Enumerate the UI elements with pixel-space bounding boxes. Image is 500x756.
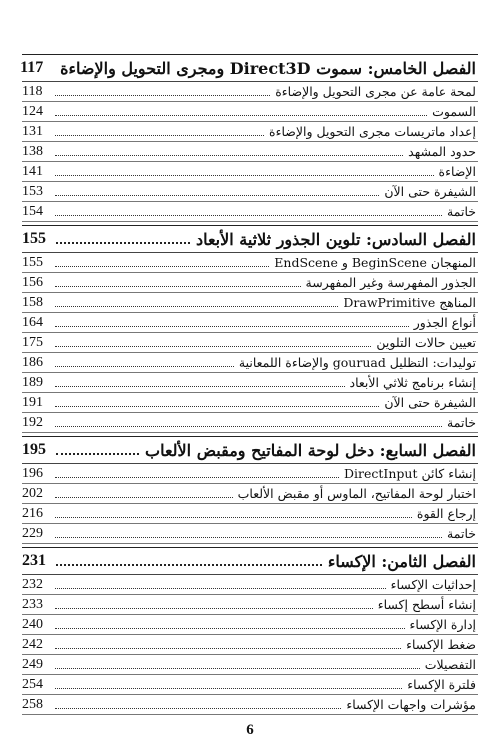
toc-entry	[22, 122, 478, 142]
entry-page-number: 233	[22, 596, 43, 612]
chapter-page-number: 231	[22, 552, 46, 569]
entry-page-number: 131	[22, 123, 43, 139]
chapter-title: الفصل الخامس: سموت Direct3D ومجرى التحويل والإضاءة	[60, 58, 476, 78]
dot-leader	[55, 95, 270, 96]
entry-page-number: 164	[22, 314, 43, 330]
toc-entry	[22, 353, 478, 373]
dot-leader	[55, 366, 234, 367]
dot-leader	[55, 286, 301, 287]
dot-leader	[55, 517, 412, 518]
toc-entry	[22, 102, 478, 122]
dot-leader	[55, 477, 339, 478]
chapter-section	[22, 547, 478, 715]
entry-page-number: 240	[22, 616, 43, 632]
chapter-heading	[22, 436, 478, 464]
entry-page-number: 175	[22, 334, 43, 350]
entry-page-number: 153	[22, 183, 43, 199]
table-of-contents	[22, 54, 478, 715]
dot-leader	[55, 306, 338, 307]
chapter-title: الفصل الثامن: الإكساء	[327, 551, 476, 571]
dot-leader	[55, 155, 403, 156]
dot-leader	[56, 564, 322, 566]
entry-title: السموت	[432, 104, 476, 119]
entry-page-number: 189	[22, 374, 43, 390]
toc-entry	[22, 524, 478, 544]
entry-title: إعداد ماتريسات مجرى التحويل والإضاءة	[269, 124, 476, 139]
chapter-heading	[22, 547, 478, 575]
dot-leader	[55, 628, 405, 629]
chapter-page-number: 195	[22, 441, 46, 458]
dot-leader	[55, 406, 379, 407]
entry-page-number: 229	[22, 525, 43, 541]
entry-title: إرجاع القوة	[416, 506, 476, 521]
toc-entry	[22, 413, 478, 433]
entry-title: إنشاء أسطح إكساء	[377, 597, 476, 612]
entry-title: خاتمة	[447, 204, 476, 219]
entry-page-number: 202	[22, 485, 43, 501]
toc-entry	[22, 162, 478, 182]
entry-title: الشيفرة حتى الآن	[384, 184, 476, 199]
entry-title: الشيفرة حتى الآن	[384, 395, 476, 410]
dot-leader	[55, 386, 345, 387]
entry-page-number: 232	[22, 576, 43, 592]
chapter-page-number: 155	[22, 230, 46, 247]
dot-leader	[55, 668, 420, 669]
entry-title: خاتمة	[447, 526, 476, 541]
toc-entry	[22, 655, 478, 675]
dot-leader	[55, 266, 269, 267]
entry-page-number: 186	[22, 354, 43, 370]
toc-entry	[22, 393, 478, 413]
entry-page-number: 154	[22, 203, 43, 219]
dot-leader	[55, 608, 373, 609]
toc-entry	[22, 333, 478, 353]
entry-page-number: 192	[22, 414, 43, 430]
entry-page-number: 249	[22, 656, 43, 672]
entry-title: الجذور المفهرسة وغير المفهرسة	[305, 275, 476, 290]
entry-page-number: 216	[22, 505, 43, 521]
entry-page-number: 155	[22, 254, 43, 270]
page-number: 6	[246, 722, 254, 738]
dot-leader	[55, 115, 427, 116]
toc-entry	[22, 273, 478, 293]
dot-leader	[55, 688, 402, 689]
toc-entry	[22, 202, 478, 222]
toc-entry	[22, 595, 478, 615]
entry-page-number: 191	[22, 394, 43, 410]
chapter-page-number: 117	[20, 59, 44, 76]
chapter-heading	[22, 225, 478, 253]
entry-title: خاتمة	[447, 415, 476, 430]
entry-title: حدود المشهد	[408, 144, 476, 159]
toc-entry	[22, 373, 478, 393]
entry-title: توليدات: التظليل gouruad والإضاءة اللمعانية	[238, 355, 476, 370]
entry-title: لمحة عامة عن مجرى التحويل والإضاءة	[275, 84, 476, 99]
dot-leader	[55, 588, 386, 589]
entry-title: الإضاءة	[438, 164, 476, 179]
toc-entry	[22, 675, 478, 695]
entry-title: تعيين حالات التلوين	[376, 335, 476, 350]
entry-title: مؤشرات واجهات الإكساء	[346, 697, 476, 712]
toc-entry	[22, 142, 478, 162]
toc-entry	[22, 635, 478, 655]
chapter-section	[22, 436, 478, 544]
toc-entry	[22, 313, 478, 333]
dot-leader	[55, 346, 371, 347]
dot-leader	[55, 135, 264, 136]
toc-entry	[22, 615, 478, 635]
entry-title: المنهجان BeginScene و EndScene	[274, 255, 476, 270]
entry-title: التفصيلات	[424, 657, 476, 672]
entry-title: ضغط الإكساء	[406, 637, 476, 652]
entry-title: إنشاء برنامج ثلاثي الأبعاد	[349, 375, 476, 390]
dot-leader	[55, 215, 442, 216]
entry-title: المناهج DrawPrimitive	[343, 295, 476, 310]
toc-entry	[22, 464, 478, 484]
entry-title: فلترة الإكساء	[407, 677, 476, 692]
dot-leader	[55, 537, 442, 538]
dot-leader	[55, 497, 233, 498]
entry-page-number: 242	[22, 636, 43, 652]
toc-entry	[22, 695, 478, 715]
dot-leader	[55, 175, 434, 176]
chapter-section	[22, 225, 478, 433]
toc-entry	[22, 575, 478, 595]
dot-leader	[55, 426, 442, 427]
entry-page-number: 258	[22, 696, 43, 712]
dot-leader	[56, 453, 139, 455]
entry-page-number: 141	[22, 163, 43, 179]
entry-title: إحداثيات الإكساء	[390, 577, 476, 592]
entry-title: أنواع الجذور	[413, 315, 476, 330]
entry-page-number: 118	[22, 83, 43, 99]
toc-entry	[22, 293, 478, 313]
chapter-title: الفصل السابع: دخل لوحة المفاتيح ومقبض الألعاب	[145, 440, 476, 460]
chapter-section	[22, 54, 478, 222]
dot-leader	[55, 195, 379, 196]
entry-title: اختبار لوحة المفاتيح، الماوس أو مقبض الألعاب	[237, 486, 476, 501]
entry-page-number: 196	[22, 465, 43, 481]
entry-title: إنشاء كائن DirectInput	[344, 466, 476, 481]
toc-entry	[22, 484, 478, 504]
dot-leader	[56, 242, 190, 244]
toc-entry	[22, 182, 478, 202]
entry-page-number: 158	[22, 294, 43, 310]
toc-entry	[22, 504, 478, 524]
dot-leader	[55, 326, 409, 327]
chapter-title: الفصل السادس: تلوين الجذور ثلاثية الأبعاد	[195, 229, 476, 249]
toc-entry	[22, 82, 478, 102]
dot-leader	[55, 708, 341, 709]
dot-leader	[55, 648, 401, 649]
entry-page-number: 138	[22, 143, 43, 159]
chapter-heading	[22, 54, 478, 82]
entry-title: إدارة الإكساء	[409, 617, 476, 632]
entry-page-number: 254	[22, 676, 43, 692]
toc-entry	[22, 253, 478, 273]
entry-page-number: 124	[22, 103, 43, 119]
entry-page-number: 156	[22, 274, 43, 290]
